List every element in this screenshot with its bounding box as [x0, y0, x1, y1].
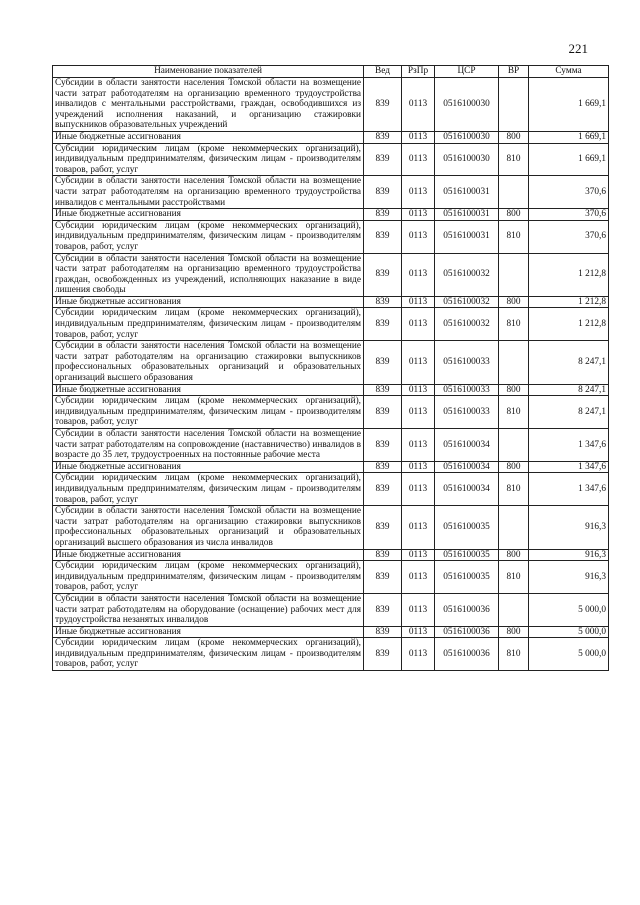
table-row	[53, 131, 609, 143]
cell-name: Субсидии в области занятости населения Томской области на возмещение части затрат работодателям на организацию стажировки выпускников профессиональных образовательных организаций и образовательных организаций высшего образования	[53, 341, 364, 384]
cell-rzpr: 0113	[402, 308, 435, 341]
cell-csr: 0516100035	[435, 549, 499, 561]
cell-sum: 5 000,0	[529, 638, 609, 671]
table-row	[53, 506, 609, 549]
cell-ved: 839	[364, 396, 402, 429]
cell-ved: 839	[364, 296, 402, 308]
cell-ved: 839	[364, 626, 402, 638]
cell-csr: 0516100035	[435, 506, 499, 549]
cell-ved: 839	[364, 253, 402, 296]
table-row	[53, 176, 609, 209]
cell-csr: 0516100032	[435, 296, 499, 308]
cell-sum: 1 347,6	[529, 473, 609, 506]
cell-ved: 839	[364, 429, 402, 462]
cell-name: Иные бюджетные ассигнования	[53, 384, 364, 396]
cell-ved: 839	[364, 78, 402, 132]
cell-csr: 0516100030	[435, 78, 499, 132]
cell-name: Субсидии юридическим лицам (кроме некоммерческих организаций), индивидуальным предпринимателям, физическим лицам - производителям товаров, работ, услуг	[53, 220, 364, 253]
column-header-rzpr: РзПр	[402, 66, 435, 78]
table-row	[53, 296, 609, 308]
cell-sum: 1 669,1	[529, 131, 609, 143]
cell-name: Иные бюджетные ассигнования	[53, 626, 364, 638]
cell-csr: 0516100034	[435, 429, 499, 462]
cell-vr: 810	[499, 396, 529, 429]
cell-rzpr: 0113	[402, 220, 435, 253]
cell-vr: 800	[499, 384, 529, 396]
cell-name: Иные бюджетные ассигнования	[53, 209, 364, 221]
cell-name: Субсидии в области занятости населения Томской области на возмещение части затрат работодателям на организацию стажировки выпускников профессиональных образовательных организаций и образовательных организаций высшего образования из числа инвалидов	[53, 506, 364, 549]
table-row	[53, 638, 609, 671]
cell-sum: 1 212,8	[529, 296, 609, 308]
cell-sum: 1 669,1	[529, 143, 609, 176]
cell-vr: 810	[499, 143, 529, 176]
cell-name: Иные бюджетные ассигнования	[53, 131, 364, 143]
cell-vr: 810	[499, 220, 529, 253]
cell-name: Субсидии юридическим лицам (кроме некоммерческих организаций), индивидуальным предпринимателям, физическим лицам - производителям товаров, работ, услуг	[53, 308, 364, 341]
cell-csr: 0516100034	[435, 461, 499, 473]
table-body	[53, 78, 609, 671]
cell-vr: 810	[499, 638, 529, 671]
cell-name: Субсидии в области занятости населения Томской области на возмещение части затрат работодателям на сопровождение (наставничество) инвалидов в возрасте до 35 лет, трудоустроенных на постоянные рабочие места	[53, 429, 364, 462]
cell-vr	[499, 78, 529, 132]
cell-ved: 839	[364, 341, 402, 384]
table-row	[53, 473, 609, 506]
table-row	[53, 308, 609, 341]
cell-csr: 0516100036	[435, 593, 499, 626]
cell-rzpr: 0113	[402, 131, 435, 143]
cell-csr: 0516100035	[435, 561, 499, 594]
cell-rzpr: 0113	[402, 561, 435, 594]
cell-vr: 810	[499, 561, 529, 594]
cell-name: Субсидии юридическим лицам (кроме некоммерческих организаций), индивидуальным предпринимателям, физическим лицам - производителям товаров, работ, услуг	[53, 638, 364, 671]
table-row	[53, 143, 609, 176]
table-row	[53, 209, 609, 221]
cell-rzpr: 0113	[402, 384, 435, 396]
table-row	[53, 593, 609, 626]
column-header-ved: Вед	[364, 66, 402, 78]
cell-sum: 1 212,8	[529, 253, 609, 296]
cell-ved: 839	[364, 461, 402, 473]
cell-rzpr: 0113	[402, 209, 435, 221]
cell-name: Иные бюджетные ассигнования	[53, 296, 364, 308]
cell-rzpr: 0113	[402, 296, 435, 308]
cell-vr: 800	[499, 296, 529, 308]
cell-rzpr: 0113	[402, 78, 435, 132]
cell-sum: 1 347,6	[529, 429, 609, 462]
cell-sum: 8 247,1	[529, 341, 609, 384]
cell-rzpr: 0113	[402, 341, 435, 384]
cell-rzpr: 0113	[402, 429, 435, 462]
cell-vr: 800	[499, 549, 529, 561]
cell-csr: 0516100032	[435, 253, 499, 296]
table-row	[53, 561, 609, 594]
cell-name: Иные бюджетные ассигнования	[53, 549, 364, 561]
cell-ved: 839	[364, 143, 402, 176]
column-header-csr: ЦСР	[435, 66, 499, 78]
cell-sum: 1 212,8	[529, 308, 609, 341]
cell-vr	[499, 176, 529, 209]
table-row	[53, 384, 609, 396]
cell-ved: 839	[364, 176, 402, 209]
cell-name: Субсидии юридическим лицам (кроме некоммерческих организаций), индивидуальным предпринимателям, физическим лицам - производителям товаров, работ, услуг	[53, 473, 364, 506]
cell-csr: 0516100030	[435, 143, 499, 176]
cell-sum: 916,3	[529, 561, 609, 594]
cell-sum: 370,6	[529, 176, 609, 209]
cell-csr: 0516100030	[435, 131, 499, 143]
cell-vr	[499, 593, 529, 626]
cell-rzpr: 0113	[402, 506, 435, 549]
cell-vr: 800	[499, 209, 529, 221]
cell-ved: 839	[364, 473, 402, 506]
cell-csr: 0516100033	[435, 341, 499, 384]
cell-rzpr: 0113	[402, 176, 435, 209]
cell-csr: 0516100036	[435, 626, 499, 638]
cell-name: Субсидии в области занятости населения Томской области на возмещение части затрат работодателям на организацию временного трудоустройства граждан, освобожденных из учреждений, исполняющих наказание в виде лишения свободы	[53, 253, 364, 296]
cell-csr: 0516100032	[435, 308, 499, 341]
column-header-sum: Сумма	[529, 66, 609, 78]
table-row	[53, 220, 609, 253]
cell-csr: 0516100031	[435, 176, 499, 209]
cell-name: Субсидии в области занятости населения Томской области на возмещение части затрат работодателям на организацию временного трудоустройства инвалидов с ментальными расстройствами, граждан, освободившихся из учреждений исполнения наказаний, и организацию стажировки выпускников образовательных учреждений	[53, 78, 364, 132]
cell-vr: 800	[499, 461, 529, 473]
cell-rzpr: 0113	[402, 461, 435, 473]
cell-sum: 1 669,1	[529, 78, 609, 132]
cell-sum: 916,3	[529, 506, 609, 549]
cell-vr: 800	[499, 131, 529, 143]
cell-ved: 839	[364, 308, 402, 341]
cell-rzpr: 0113	[402, 626, 435, 638]
cell-rzpr: 0113	[402, 473, 435, 506]
table-row	[53, 253, 609, 296]
cell-csr: 0516100031	[435, 220, 499, 253]
cell-name: Субсидии юридическим лицам (кроме некоммерческих организаций), индивидуальным предпринимателям, физическим лицам - производителям товаров, работ, услуг	[53, 143, 364, 176]
table-row	[53, 626, 609, 638]
cell-ved: 839	[364, 506, 402, 549]
budget-table	[52, 65, 609, 671]
table-row	[53, 78, 609, 132]
cell-ved: 839	[364, 209, 402, 221]
cell-csr: 0516100033	[435, 384, 499, 396]
cell-vr	[499, 429, 529, 462]
cell-vr: 810	[499, 308, 529, 341]
cell-sum: 370,6	[529, 220, 609, 253]
cell-rzpr: 0113	[402, 638, 435, 671]
cell-vr	[499, 506, 529, 549]
table-row	[53, 549, 609, 561]
cell-ved: 839	[364, 593, 402, 626]
cell-rzpr: 0113	[402, 253, 435, 296]
cell-sum: 5 000,0	[529, 593, 609, 626]
table-row	[53, 429, 609, 462]
cell-name: Субсидии юридическим лицам (кроме некоммерческих организаций), индивидуальным предпринимателям, физическим лицам - производителям товаров, работ, услуг	[53, 561, 364, 594]
cell-ved: 839	[364, 638, 402, 671]
cell-sum: 370,6	[529, 209, 609, 221]
cell-name: Субсидии в области занятости населения Томской области на возмещение части затрат работодателям на организацию временного трудоустройства инвалидов с ментальными расстройствами	[53, 176, 364, 209]
cell-vr: 800	[499, 626, 529, 638]
cell-csr: 0516100036	[435, 638, 499, 671]
cell-name: Субсидии в области занятости населения Томской области на возмещение части затрат работодателям на оборудование (оснащение) рабочих мест для трудоустройства незанятых инвалидов	[53, 593, 364, 626]
cell-sum: 5 000,0	[529, 626, 609, 638]
cell-rzpr: 0113	[402, 396, 435, 429]
cell-vr	[499, 341, 529, 384]
table-header-row	[53, 66, 609, 78]
cell-csr: 0516100034	[435, 473, 499, 506]
cell-ved: 839	[364, 131, 402, 143]
cell-sum: 1 347,6	[529, 461, 609, 473]
column-header-name: Наименование показателей	[53, 66, 364, 78]
cell-rzpr: 0113	[402, 593, 435, 626]
cell-ved: 839	[364, 384, 402, 396]
cell-name: Субсидии юридическим лицам (кроме некоммерческих организаций), индивидуальным предпринимателям, физическим лицам - производителям товаров, работ, услуг	[53, 396, 364, 429]
table-row	[53, 461, 609, 473]
cell-rzpr: 0113	[402, 549, 435, 561]
column-header-vr: ВР	[499, 66, 529, 78]
cell-sum: 8 247,1	[529, 396, 609, 429]
table-row	[53, 396, 609, 429]
cell-sum: 8 247,1	[529, 384, 609, 396]
cell-csr: 0516100031	[435, 209, 499, 221]
cell-ved: 839	[364, 561, 402, 594]
cell-ved: 839	[364, 549, 402, 561]
cell-rzpr: 0113	[402, 143, 435, 176]
cell-csr: 0516100033	[435, 396, 499, 429]
cell-sum: 916,3	[529, 549, 609, 561]
table-row	[53, 341, 609, 384]
cell-vr	[499, 253, 529, 296]
cell-name: Иные бюджетные ассигнования	[53, 461, 364, 473]
cell-vr: 810	[499, 473, 529, 506]
cell-ved: 839	[364, 220, 402, 253]
page-number: 221	[568, 41, 588, 56]
